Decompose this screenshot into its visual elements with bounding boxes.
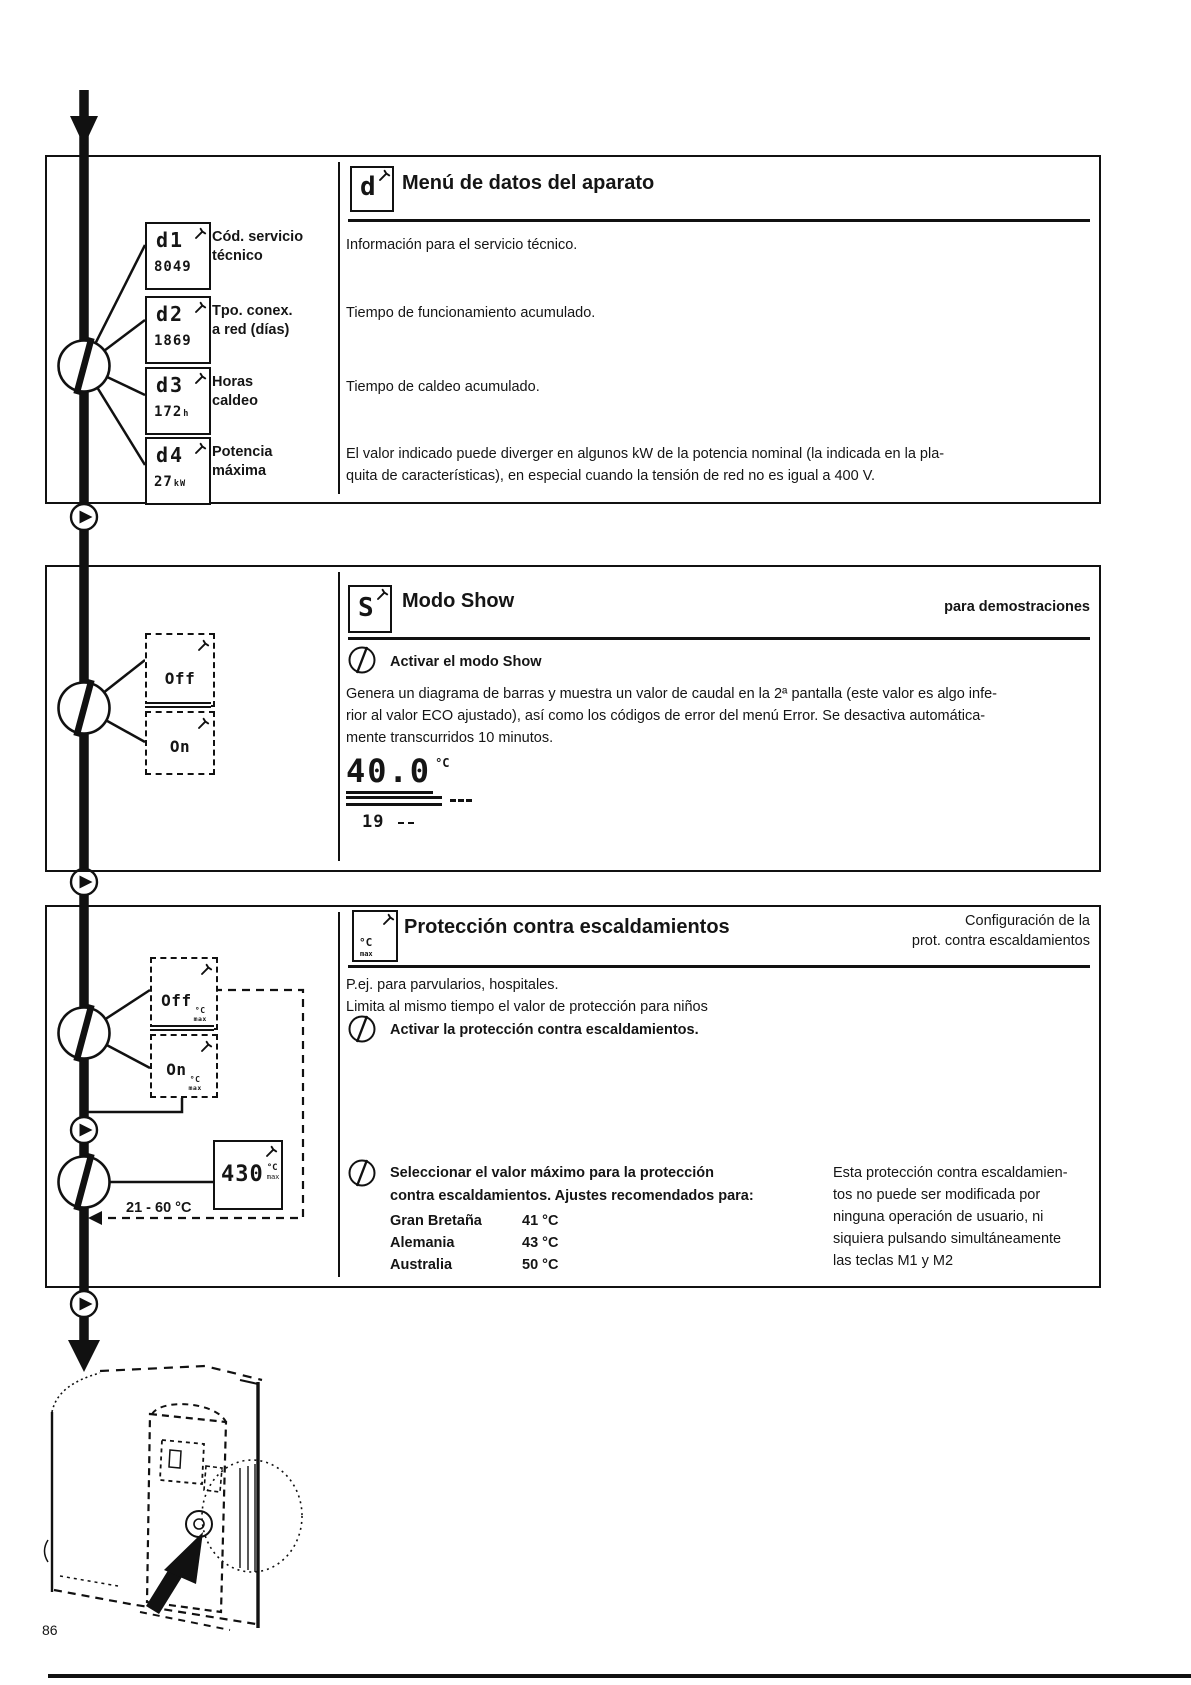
wrench-icon — [194, 372, 207, 385]
wrench-icon — [194, 227, 207, 240]
menu-value: 1869 — [154, 333, 192, 349]
lcd-flow-value: 19 — [362, 812, 450, 832]
state-box-on — [145, 711, 215, 775]
icon-unit: °C — [359, 936, 373, 949]
wrench-icon — [200, 1040, 213, 1053]
body-text: Genera un diagrama de barras y muestra un valor de caudal en la 2ª pantalla (este valor es algo infe- rior al valor ECO ajustado), así como los códigos de error del menú Error. Se desactiva automática- mente transcurridos 10 minutos. — [346, 686, 997, 746]
down-arrow-icon — [70, 116, 98, 146]
section-title: Modo Show — [402, 590, 515, 612]
section-tagline: Configuración de la prot. contra escaldamientos — [911, 913, 1090, 949]
wrench-icon — [197, 717, 210, 730]
page-number: 86 — [42, 1622, 58, 1638]
lcd-display-d3 — [145, 367, 211, 435]
menu-item-description: El valor indicado puede diverger en algunos kW de la potencia nominal (la indicada en la pla- quita de características), en especial cuando la tensión de red no es igual a 400 V. — [346, 446, 945, 484]
pointer-arrow-icon — [146, 1532, 203, 1614]
menu-item-description: Información para el servicio técnico. — [346, 237, 578, 253]
title-rule — [348, 637, 1090, 640]
wrench-icon — [194, 442, 207, 455]
lcd-temperature: 40.0 $^{^\circ C}$ — [346, 752, 450, 790]
title-rule — [348, 219, 1090, 222]
wrench-icon — [376, 588, 389, 601]
lcd-display-d4 — [145, 437, 211, 505]
wrench-icon — [382, 913, 395, 926]
state-separator — [145, 702, 211, 708]
lcd-show-display — [346, 752, 450, 832]
range-label: 21 - 60 °C — [126, 1200, 192, 1216]
lcd-bar-graph — [346, 796, 442, 806]
menu-d-icon — [350, 166, 394, 212]
footer-rule — [48, 1674, 1191, 1678]
state-label: On — [169, 737, 191, 756]
menu-cmax-icon — [352, 910, 398, 962]
recommendation-row: Gran Bretaña 41 °C — [390, 1213, 559, 1229]
section-title: Menú de datos del aparato — [402, 172, 655, 194]
menu-item-label: Potencia máxima — [212, 444, 273, 479]
state-label: Off — [164, 669, 196, 688]
menu-s-icon — [348, 585, 392, 633]
menu-item-label: Tpo. conex. a red (días) — [212, 303, 293, 338]
menu-code: d1 — [156, 228, 185, 252]
control-knob-icon — [186, 1511, 212, 1537]
rotary-knob-icon — [347, 1158, 377, 1188]
lcd-setpoint — [213, 1140, 283, 1210]
section-tagline: para demostraciones — [944, 599, 1090, 615]
menu-value: 8049 — [154, 259, 192, 275]
wrench-icon — [194, 301, 207, 314]
next-step-icon — [71, 504, 97, 530]
wrench-icon — [378, 169, 391, 182]
rotary-knob-icon — [347, 1014, 377, 1044]
column-divider — [338, 912, 340, 1277]
column-divider — [338, 572, 340, 861]
menu-code: d4 — [156, 443, 185, 467]
state-box-on — [150, 1034, 218, 1098]
recommendation-row: Alemania 43 °C — [390, 1235, 559, 1251]
action-label: Activar el modo Show — [390, 654, 542, 670]
menu-item-label: Horas caldeo — [212, 374, 258, 409]
column-divider — [338, 162, 340, 494]
menu-value: 27kW — [154, 474, 187, 490]
recommended-settings — [390, 1210, 558, 1276]
state-box-off — [150, 957, 218, 1030]
menu-value: 172h — [154, 404, 190, 420]
menu-item-label: Cód. servicio técnico — [212, 229, 304, 264]
appliance-illustration — [45, 1366, 303, 1630]
lcd-display-d2 — [145, 296, 211, 364]
setpoint-value: 430 °C max — [221, 1162, 280, 1187]
state-box-off — [145, 633, 215, 707]
rotary-knob-icon — [347, 645, 377, 675]
next-step-icon — [71, 1291, 97, 1317]
state-label: On °C max — [166, 1060, 202, 1092]
action-label: Activar la protección contra escaldamientos. — [390, 1022, 699, 1038]
menu-letter: S — [358, 593, 374, 623]
icon-unit-sub: max — [360, 950, 373, 958]
section-title: Protección contra escaldamientos — [404, 916, 730, 938]
state-separator — [150, 1025, 214, 1031]
wrench-icon — [265, 1145, 278, 1158]
menu-item-description: Tiempo de caldeo acumulado. — [346, 379, 540, 395]
menu-letter: d — [360, 172, 376, 202]
wrench-icon — [200, 963, 213, 976]
title-rule — [348, 965, 1090, 968]
state-label: Off °C max — [161, 991, 207, 1023]
lcd-display-d1 — [145, 222, 211, 290]
menu-code: d2 — [156, 302, 185, 326]
note-text: Esta protección contra escaldamien- tos no puede ser modificada por ninguna operación de usuario, ni siquiera pulsando simultáneamente las teclas M1 y M2 — [833, 1165, 1068, 1269]
recommendation-row: Australia 50 °C — [390, 1257, 559, 1273]
menu-item-description: Tiempo de funcionamiento acumulado. — [346, 305, 596, 321]
next-step-icon — [71, 869, 97, 895]
menu-code: d3 — [156, 373, 185, 397]
down-arrow-icon — [68, 1340, 100, 1372]
action-label: Seleccionar el valor máximo para la protección contra escaldamientos. Ajustes recomendados para: — [390, 1165, 754, 1204]
wrench-icon — [197, 639, 210, 652]
intro-text: P.ej. para parvularios, hospitales. Limita al mismo tiempo el valor de protección para niños — [346, 977, 708, 1015]
